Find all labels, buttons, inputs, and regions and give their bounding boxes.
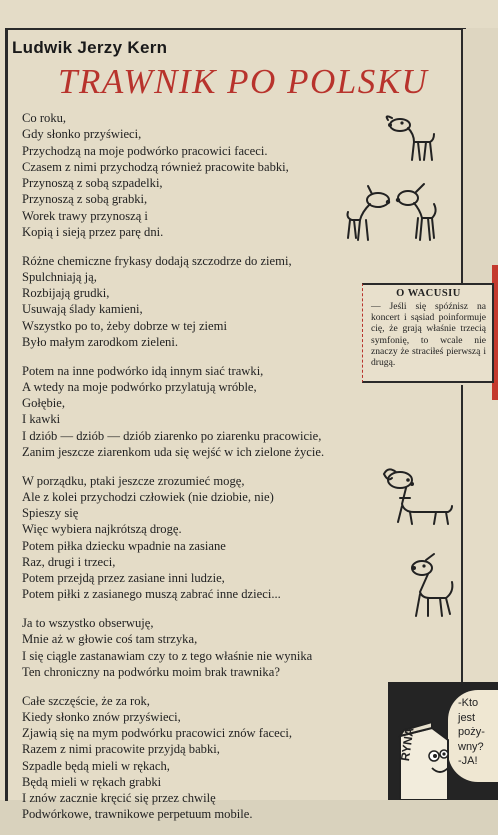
poem-line: Mnie aż w głowie coś tam strzyka, <box>22 632 198 647</box>
joke-sidebox <box>362 283 494 383</box>
poem-line: I dziób — dziób — dziób ziarenko po ziarenku pracowicie, <box>22 428 322 443</box>
poem-title: TRAWNIK PO POLSKU <box>58 62 429 101</box>
carton-label: RYNA <box>398 726 417 762</box>
poem-line: Potem piłki z zasianego muszą zabrać inne dzieci... <box>22 587 281 602</box>
poem-line: Spulchniają ją, <box>22 269 97 284</box>
poem-line: Razem z nimi pracowite przyjdą babki, <box>22 742 220 757</box>
poem-line: Ja to wszystko obserwuję, <box>22 616 154 630</box>
ad-line: wny? <box>458 740 484 753</box>
poem-line: Potem piłka dziecku wpadnie na zasiane <box>22 538 226 553</box>
poem-line: Kiedy słonko znów przyświeci, <box>22 709 181 724</box>
poem-line: Gdy słonko przyświeci, <box>22 127 142 142</box>
ad-speech-bubble <box>448 690 498 782</box>
poem-line: Całe szczęście, że za rok, <box>22 693 150 708</box>
poem-line: Czasem z nimi przychodzą również pracowite babki, <box>22 159 289 174</box>
poem-line: I się ciągle zastanawiam czy to z tego właśnie nie wynika <box>22 648 313 663</box>
dog-illustration-top <box>380 112 440 168</box>
poem-line: Ten chroniczny na podwórku moim brak trawnika? <box>22 664 280 679</box>
poem-line: Przynoszą z sobą szpadelki, <box>22 176 163 190</box>
ad-line: -JA! <box>458 755 478 767</box>
dogs-pair-illustration <box>342 178 440 248</box>
poem-line: Wszystko po to, żeby dobrze w tej ziemi <box>22 318 227 333</box>
poem-line: Raz, drugi i trzeci, <box>22 554 116 569</box>
poem-line: Usuwają ślady kamieni, <box>22 302 143 317</box>
author-name: Ludwik Jerzy Kern <box>12 38 168 57</box>
poem-line: Kopią i sieją przez parę dni. <box>22 224 164 239</box>
stanza <box>22 693 442 823</box>
poem-line: Ale z kolei przychodzi człowiek (nie dziobie, nie) <box>22 489 274 504</box>
ad-line: -Kto <box>458 697 479 709</box>
poem-line: A wtedy na moje podwórko przylatują wróble, <box>22 379 257 394</box>
frame-right-border-lower <box>461 385 463 685</box>
dachshund-illustration <box>370 462 456 532</box>
poem-line: Różne chemiczne frykasy dodają szczodrze do ziemi, <box>22 253 292 268</box>
poem-line: Zanim jeszcze ziarenkom uda się wejść w ich zielone życie. <box>22 444 325 459</box>
poem-line: Więc wybiera najkrótszą drogę. <box>22 522 182 537</box>
poem-line: Gołębie, <box>22 396 66 410</box>
poem-line: Zjawią się na mym podwórku pracowici znów faceci, <box>22 726 292 740</box>
stanza <box>22 615 442 680</box>
poem-line: I znów zacznie kręcić się przez chwilę <box>22 791 216 805</box>
poem-line: Worek trawy przynoszą i <box>22 208 148 223</box>
sidebox-text: — Jeśli się spóźnisz na koncert i sąsiad poinformuje cię, że grają właśnie trzecią symfonię, to wcale nie znaczy że straciłeś pierwszą i drugą. <box>371 301 486 369</box>
sidebox-title: O WACUSIU <box>396 288 461 299</box>
frame-right-border <box>461 28 463 283</box>
poem-line: Spieszy się <box>22 506 79 520</box>
poem-line: Przynoszą z sobą grabki, <box>22 192 148 207</box>
poem-line: Co roku, <box>22 111 67 125</box>
poem-line: Będą mieli w rękach grabki <box>22 774 162 789</box>
poem-line: Rozbijają grudki, <box>22 286 110 300</box>
ad-line: poży- <box>458 726 485 738</box>
dog-illustration-bottom <box>406 552 462 622</box>
poem-line: W porządku, ptaki jeszcze zrozumieć mogę, <box>22 473 245 488</box>
poem-line: Potem przejdą przez zasiane inni ludzie, <box>22 571 225 585</box>
poem-line: Potem na inne podwórko idą innym siać trawki, <box>22 363 264 378</box>
right-margin <box>463 28 498 283</box>
poem-line: Szpadle będą mieli w rękach, <box>22 758 170 773</box>
poem-line: I kawki <box>22 412 61 427</box>
poem-line: Podwórkowe, trawnikowe perpetuum mobile. <box>22 807 253 822</box>
ad-line: jest <box>458 711 476 724</box>
poem-line: Było małym zarodkom zieleni. <box>22 334 178 349</box>
poem-line: Przychodzą na moje podwórko pracowici faceci. <box>22 143 268 158</box>
